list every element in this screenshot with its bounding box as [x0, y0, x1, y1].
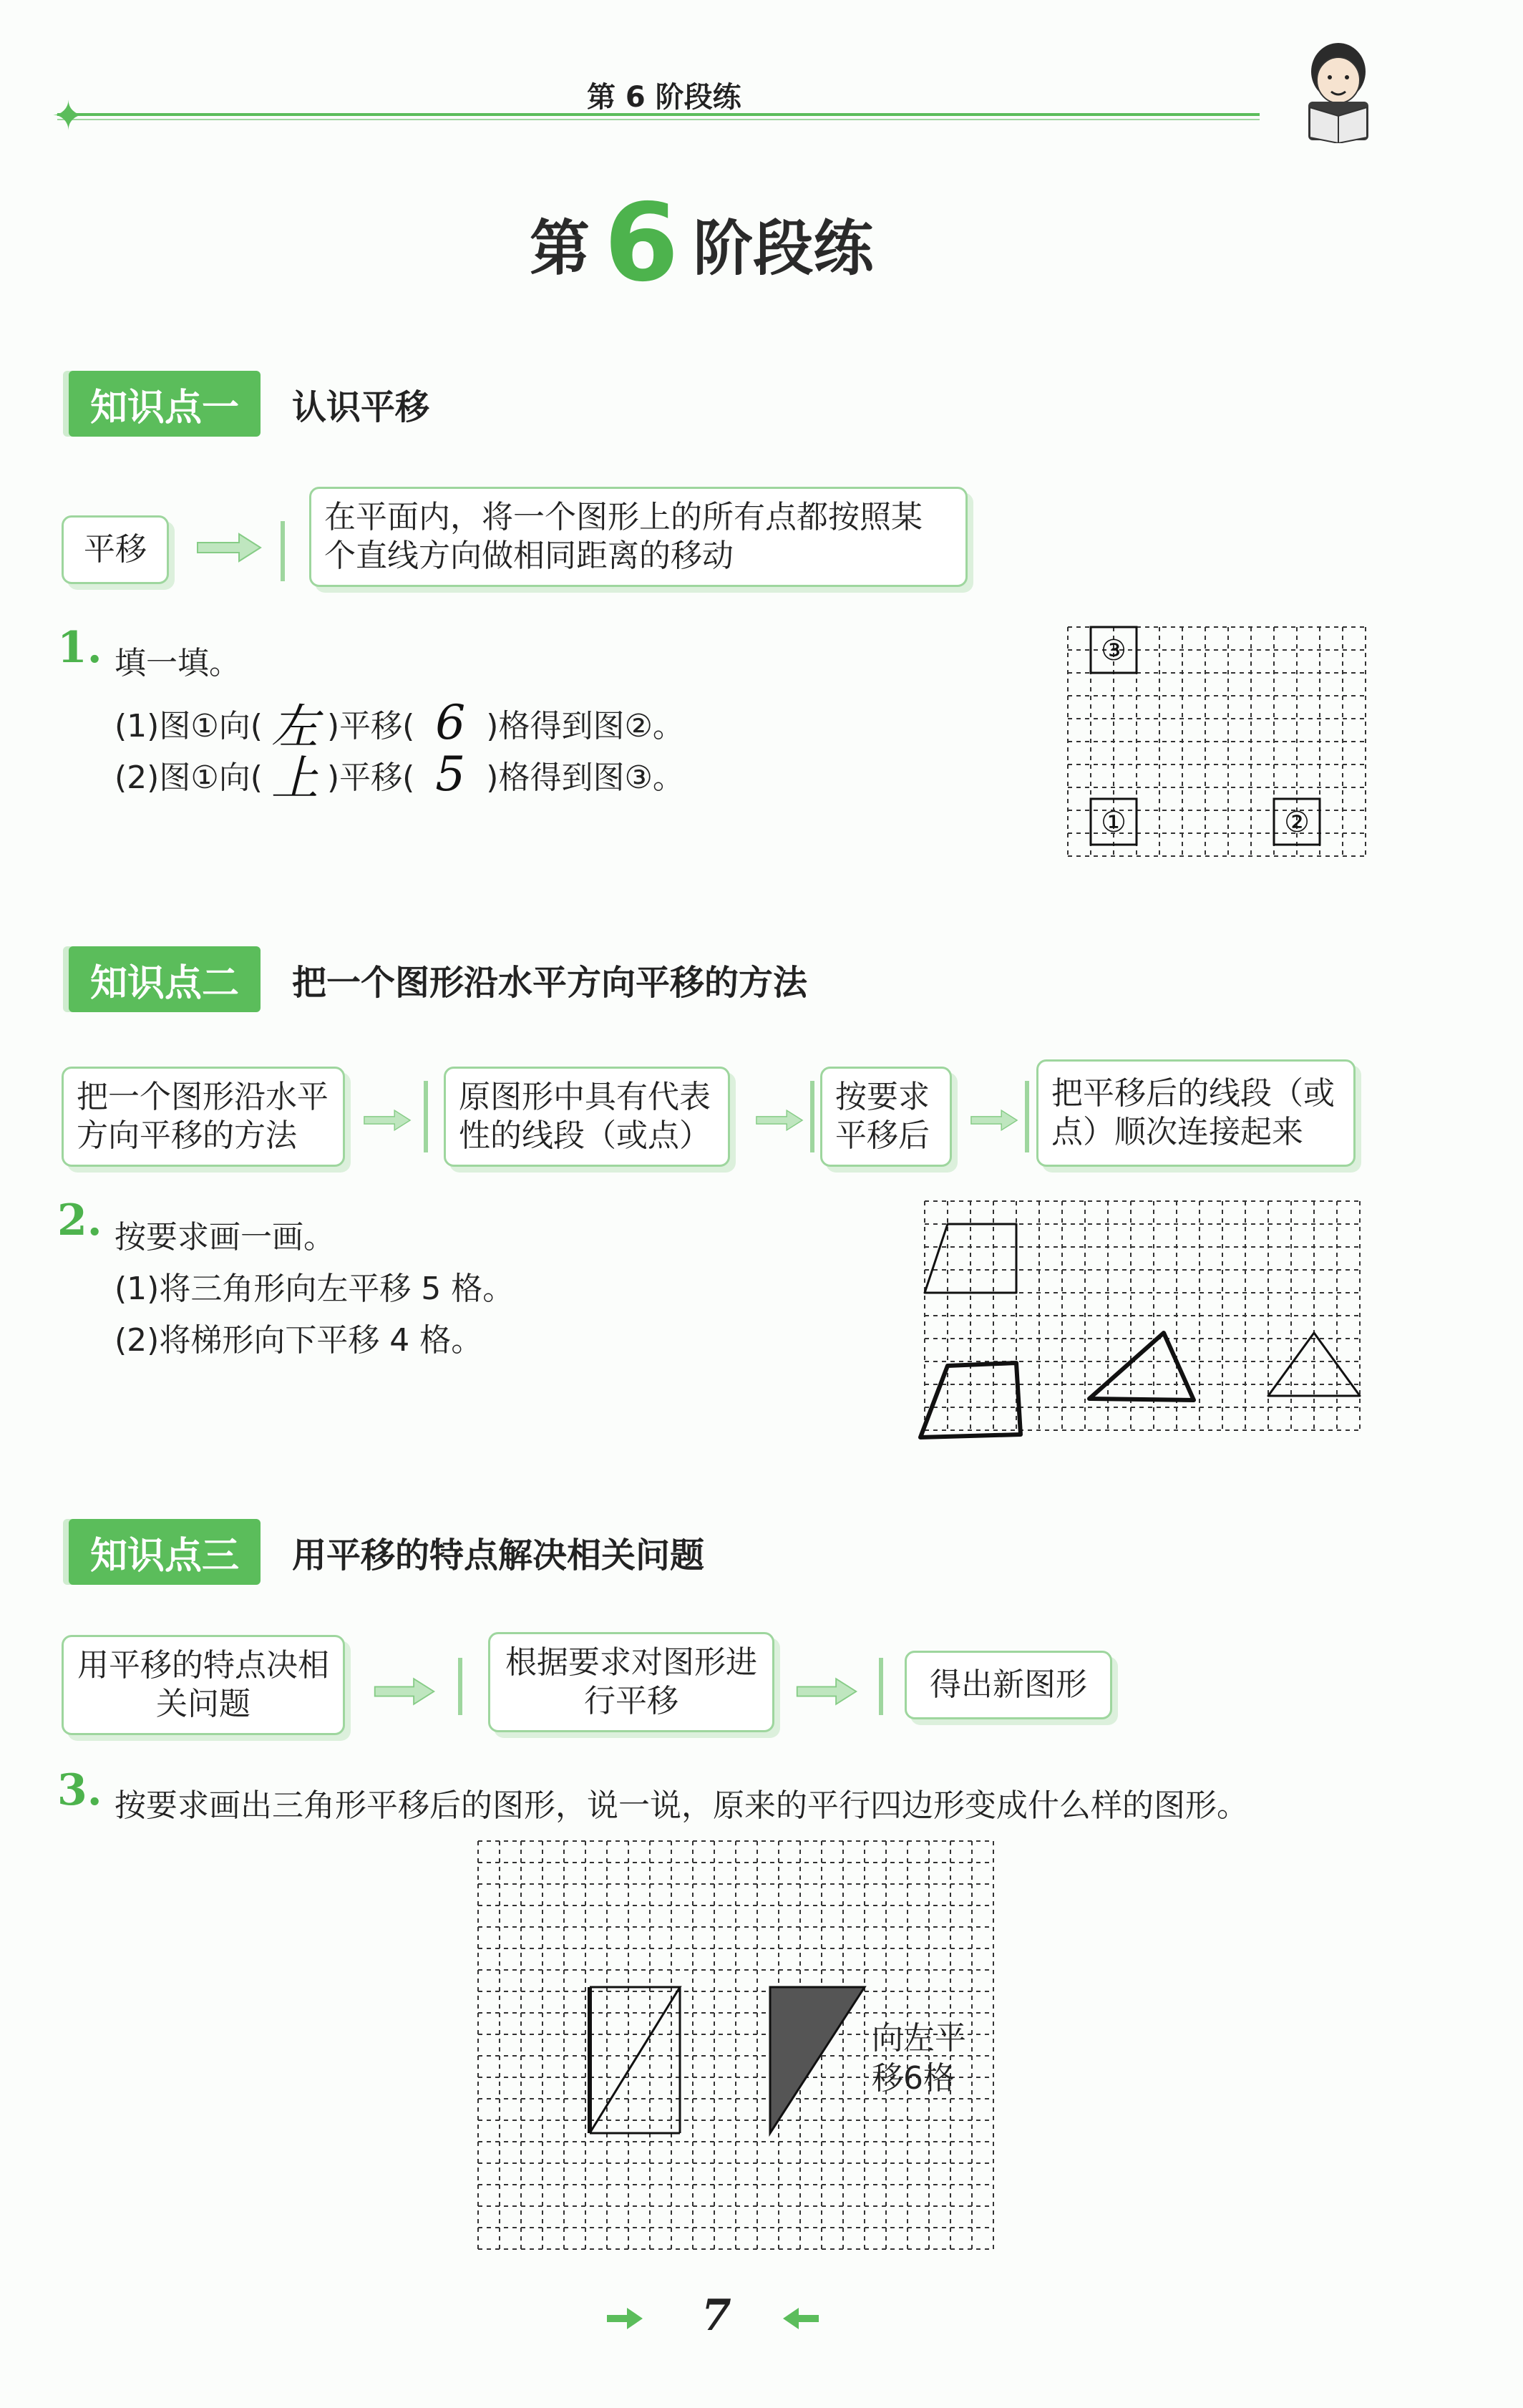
- q1-label-2: ②: [1284, 806, 1310, 839]
- q3-note-line-2: 移6格: [872, 2060, 955, 2097]
- q3-prompt: 按要求画出三角形平移后的图形，说一说，原来的平行四边形变成什么样的图形。: [115, 1787, 1248, 1824]
- page-title: [530, 179, 873, 308]
- flow-1-term: 平移: [62, 515, 169, 584]
- section-3-tag: [69, 1518, 704, 1586]
- flow-3-arrow-2-icon: [794, 1674, 859, 1709]
- section-1-title: 认识平移: [292, 387, 430, 427]
- q1-l1-b: )平移(: [326, 707, 415, 744]
- flow-3-step-1: 用平移的特点决相关问题: [62, 1635, 345, 1735]
- title-prefix: 第: [530, 212, 590, 283]
- q2-triangle-drawn: [1089, 1333, 1194, 1400]
- flow-2-arrow-1-icon: [362, 1102, 412, 1138]
- flow-3-divider-2: [879, 1658, 883, 1715]
- flow-2-divider-1: [424, 1081, 428, 1152]
- q3-shaded-triangle: [770, 1987, 865, 2133]
- section-3-title: 用平移的特点解决相关问题: [292, 1535, 705, 1576]
- flow-2-arrow-2-icon: [754, 1102, 804, 1138]
- q2-number: 2.: [57, 1195, 102, 1246]
- q1-l1-c: )格得到图②。: [486, 707, 684, 744]
- q1-l1-answer-direction: 左: [271, 699, 318, 754]
- page-arrow-right-icon: [605, 2306, 644, 2331]
- q1-l1-answer-steps: 6: [435, 695, 466, 750]
- q1-l2-c: )格得到图③。: [486, 759, 684, 796]
- q1-l1-a: (1)图①向(: [115, 707, 263, 744]
- flow-2-step-1: 把一个图形沿水平方向平移的方法: [62, 1067, 345, 1167]
- header-rule-thin: [57, 119, 1260, 120]
- flow-1-divider: [281, 521, 285, 581]
- title-suffix: 阶段练: [693, 212, 874, 283]
- flow-3-step-3: 得出新图形: [905, 1651, 1112, 1719]
- flow-2-arrow-3-icon: [969, 1102, 1019, 1138]
- q1-l2-a: (2)图①向(: [115, 759, 263, 796]
- section-1-tag: [69, 369, 429, 438]
- flow-3-divider-1: [458, 1658, 462, 1715]
- section-2-tag: [69, 945, 807, 1014]
- section-3-badge: 知识点三: [69, 1519, 261, 1585]
- flow-2-divider-3: [1025, 1081, 1029, 1152]
- reading-boy-icon: [1295, 36, 1381, 143]
- flow-2-divider-2: [810, 1081, 814, 1152]
- header-arrow-icon: ✦: [52, 93, 85, 140]
- q1-prompt: 填一填。: [115, 645, 240, 681]
- q2-line-1: (1)将三角形向左平移 5 格。: [115, 1271, 515, 1307]
- q1-line-2: [115, 740, 684, 808]
- q1-grid: [1056, 616, 1368, 868]
- q1-l2-answer-steps: 5: [435, 747, 466, 802]
- q1-label-1: ①: [1101, 806, 1127, 839]
- q2-grid: [913, 1190, 1368, 1442]
- section-1-badge: 知识点一: [69, 371, 261, 437]
- q1-label-3: ③: [1101, 634, 1127, 667]
- q1-number: 1.: [57, 623, 102, 673]
- flow-1-definition: 在平面内，将一个图形上的所有点都按照某个直线方向做相同距离的移动: [309, 487, 968, 587]
- flow-2-step-3: 按要求平移后: [820, 1067, 952, 1167]
- page-number: 7: [701, 2291, 731, 2341]
- section-2-title: 把一个图形沿水平方向平移的方法: [292, 962, 808, 1003]
- section-2-badge: 知识点二: [69, 946, 261, 1012]
- running-title: 第 6 阶段练: [587, 81, 741, 114]
- q3-parallelogram-drawn: [590, 1987, 680, 2133]
- q3-number: 3.: [57, 1765, 102, 1815]
- page-arrow-left-icon: [782, 2306, 820, 2331]
- flow-2-step-2: 原图形中具有代表性的线段（或点）: [444, 1067, 730, 1167]
- flow-2-step-4: 把平移后的线段（或点）顺次连接起来: [1036, 1059, 1356, 1167]
- flow-3-arrow-1-icon: [372, 1674, 437, 1709]
- q3-note-line-1: 向左平: [872, 2020, 966, 2057]
- flow-1-arrow-icon: [195, 530, 263, 565]
- q2-prompt: 按要求画一画。: [115, 1219, 335, 1256]
- q1-l2-b: )平移(: [326, 759, 415, 796]
- q1-l2-answer-direction: 上: [271, 751, 318, 806]
- q2-line-2: (2)将梯形向下平移 4 格。: [115, 1322, 483, 1359]
- flow-3-step-2: 根据要求对图形进行平移: [488, 1632, 774, 1732]
- title-number: 6: [604, 181, 679, 306]
- q3-grid: [469, 1832, 1019, 2253]
